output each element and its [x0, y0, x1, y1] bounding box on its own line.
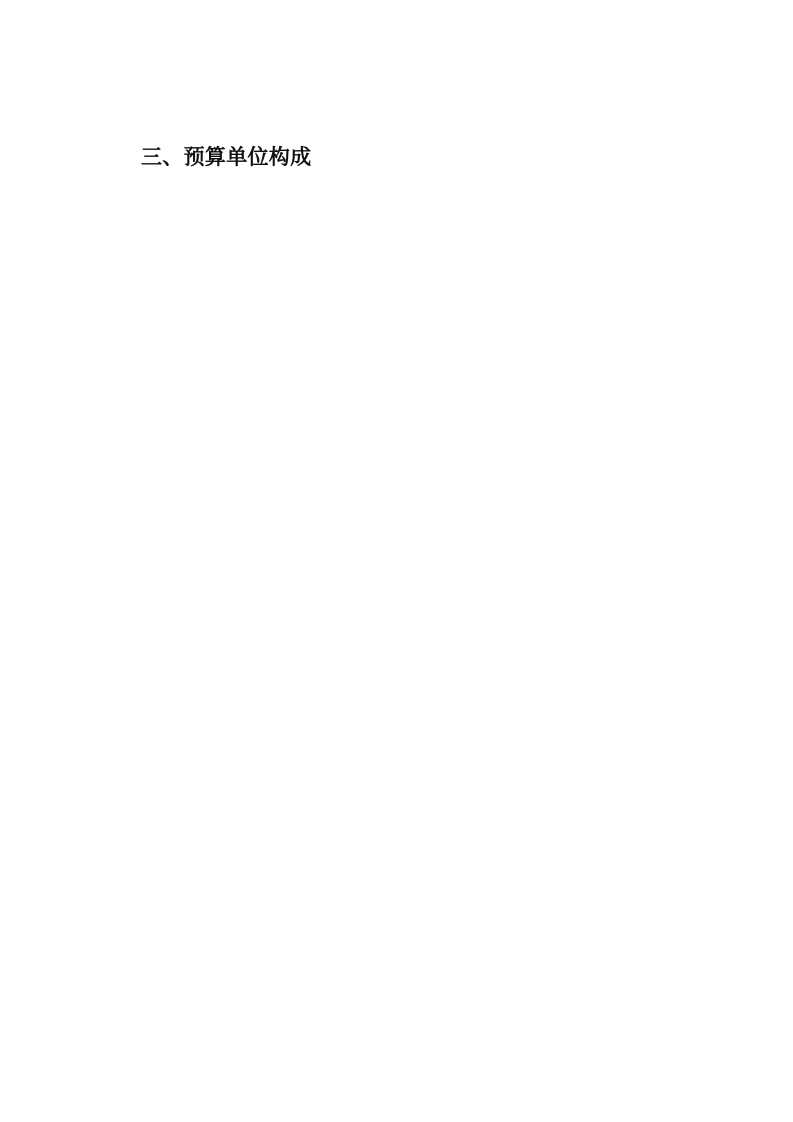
- document-content: [98, 141, 695, 176]
- section-heading: 三、预算单位构成: [141, 146, 312, 169]
